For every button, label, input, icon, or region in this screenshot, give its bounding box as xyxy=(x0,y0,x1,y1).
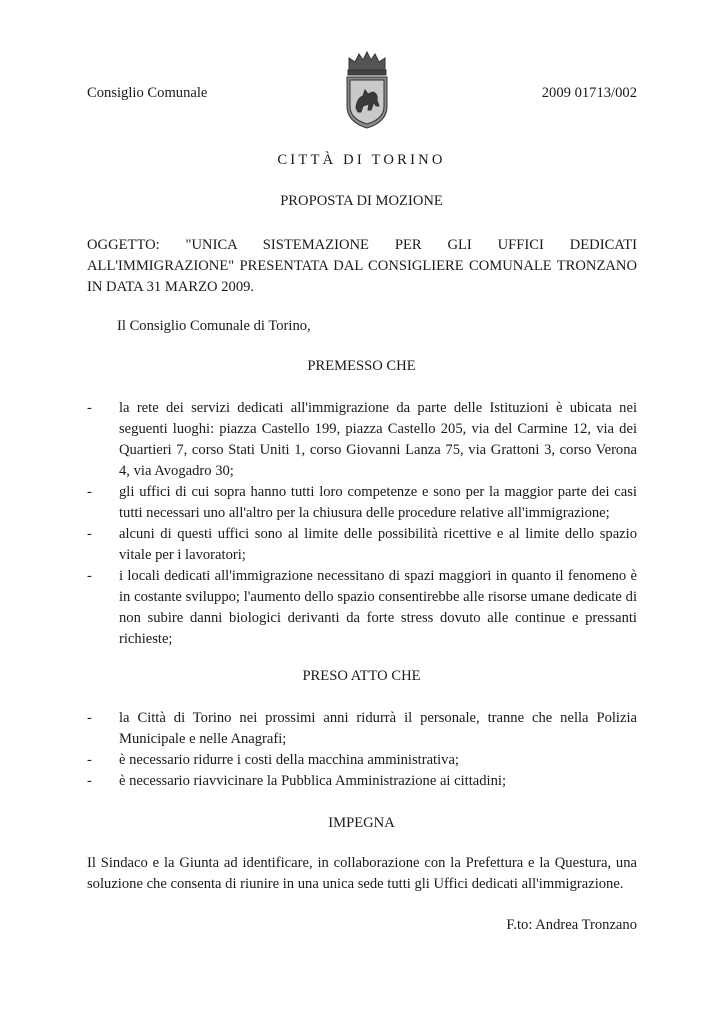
signature: F.to: Andrea Tronzano xyxy=(506,917,637,933)
council-label: Consiglio Comunale xyxy=(87,85,208,101)
list-item xyxy=(87,750,637,771)
list-item-text: alcuni di questi uffici sono al limite delle possibilità ricettive e al limite dello spazio vitale per i lavoratori; xyxy=(119,526,637,563)
list-item xyxy=(87,708,637,750)
document-number: 2009 01713/002 xyxy=(541,85,637,101)
list-item-text: la rete dei servizi dedicati all'immigrazione da parte delle Istituzioni è ubicata nei seguenti luoghi: piazza Castello 199, piazza Castello 205, via del Carmine 12, via dei Quartieri 7, corso Stati Uniti 1, corso Giovanni Lanza 75, via Grattoni 3, corso Verona 4, via Avogadro 30; xyxy=(119,400,637,479)
city-title: CITTÀ DI TORINO xyxy=(277,152,446,168)
premesso-heading: PREMESSO CHE xyxy=(307,358,416,374)
list-dash: - xyxy=(87,710,92,726)
list-item xyxy=(87,482,637,524)
list-item-text: i locali dedicati all'immigrazione necessitano di spazi maggiori in quanto il fenomeno è in costante sviluppo; l'aumento dello spazio consentirebbe alle risorse umane dedicate di non subire danni biologici derivanti da forte stress dovuto alle continue e pressanti richieste; xyxy=(119,568,637,647)
preso-atto-heading: PRESO ATTO CHE xyxy=(302,668,421,684)
list-item-text: gli uffici di cui sopra hanno tutti loro competenze e sono per la maggior parte dei casi tutti necessari uno all'altro per la chiusura delle procedure relative all'immigrazione; xyxy=(119,484,637,521)
list-dash: - xyxy=(87,568,92,584)
subject-paragraph: OGGETTO: "UNICA SISTEMAZIONE PER GLI UFFICI DEDICATI ALL'IMMIGRAZIONE" PRESENTATA DAL CONSIGLIERE COMUNALE TRONZANO IN DATA 31 MARZO 2009. xyxy=(87,237,637,295)
list-dash: - xyxy=(87,484,92,500)
list-dash: - xyxy=(87,526,92,542)
list-item xyxy=(87,566,637,650)
impegna-heading: IMPEGNA xyxy=(328,815,395,831)
list-item xyxy=(87,524,637,566)
list-item-text: la Città di Torino nei prossimi anni ridurrà il personale, tranne che nella Polizia Municipale e nelle Anagrafi; xyxy=(119,710,637,747)
city-crest-icon xyxy=(343,50,391,130)
list-dash: - xyxy=(87,400,92,416)
list-dash: - xyxy=(87,773,92,789)
list-item-text: è necessario riavvicinare la Pubblica Amministrazione ai cittadini; xyxy=(119,773,507,789)
preso-atto-list xyxy=(87,708,637,792)
intro-line: Il Consiglio Comunale di Torino, xyxy=(117,318,311,334)
impegna-paragraph: Il Sindaco e la Giunta ad identificare, in collaborazione con la Prefettura e la Questura, una soluzione che consenta di riunire in una unica sede tutti gli Uffici dedicati all'immigrazione. xyxy=(87,855,637,892)
list-dash: - xyxy=(87,752,92,768)
proposal-title: PROPOSTA DI MOZIONE xyxy=(280,193,443,209)
list-item xyxy=(87,398,637,482)
list-item xyxy=(87,771,637,792)
list-item-text: è necessario ridurre i costi della macchina amministrativa; xyxy=(119,752,459,768)
premesso-list xyxy=(87,398,637,650)
